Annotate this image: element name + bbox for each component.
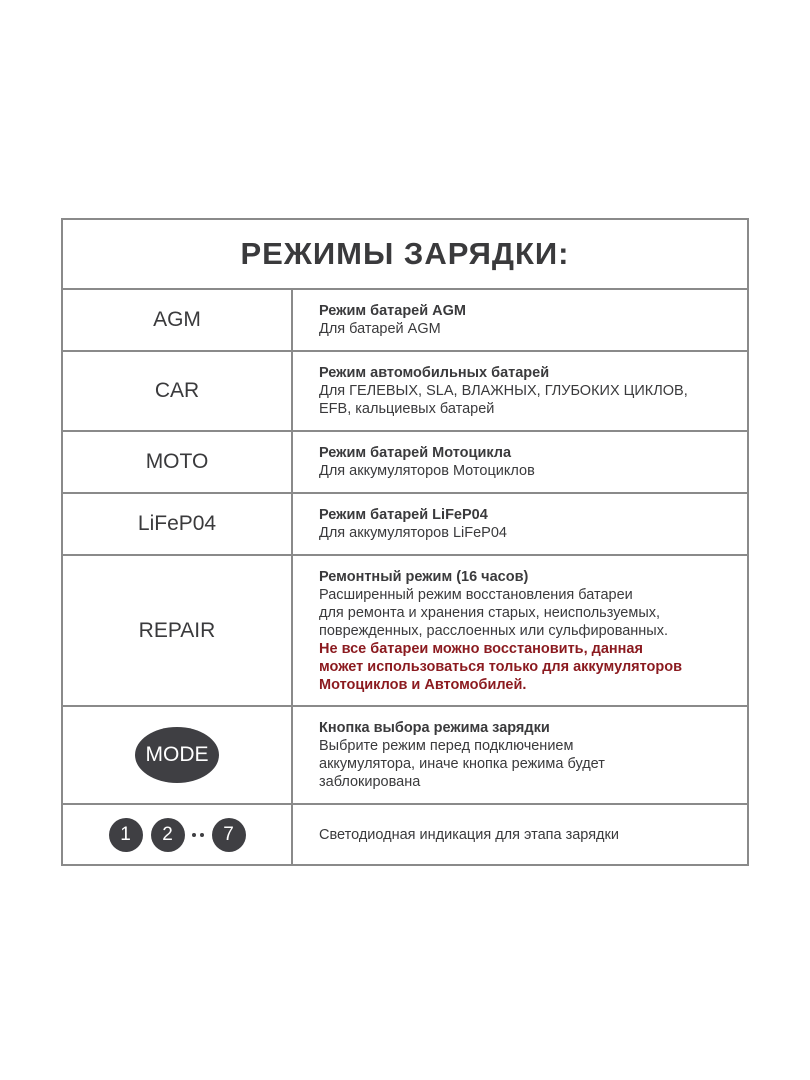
mode-description-cell (293, 494, 747, 554)
mode-name-cell (63, 494, 293, 554)
mode-description-cell (293, 556, 747, 705)
mode-description-line: Для ГЕЛЕВЫХ, SLA, ВЛАЖНЫХ, ГЛУБОКИХ ЦИКЛОВ, (319, 383, 688, 399)
mode-label: MOTO (145, 450, 209, 473)
mode-description-cell (293, 432, 747, 492)
mode-heading: Кнопка выбора режима зарядки (319, 720, 550, 736)
charging-modes-table (61, 218, 749, 866)
warning-line: Мотоциклов и Автомобилей. (319, 676, 527, 693)
mode-name-cell (63, 352, 293, 430)
mode-name-cell (63, 556, 293, 705)
mode-label: CAR (154, 379, 200, 402)
warning-line: Не все батареи можно восстановить, данная (319, 640, 643, 657)
mode-description-line: Для аккумуляторов LiFeP04 (319, 525, 507, 541)
mode-heading: Режим автомобильных батарей (319, 365, 550, 381)
mode-heading: Ремонтный режим (16 часов) (319, 568, 529, 585)
mode-description-line: EFB, кальциевых батарей (319, 401, 495, 417)
mode-description-cell (293, 290, 747, 350)
mode-label: LiFeP04 (137, 512, 217, 535)
mode-button-row (63, 707, 747, 805)
mode-description-cell (293, 352, 747, 430)
title-row (63, 220, 747, 290)
mode-description-line: аккумулятора, иначе кнопка режима будет (319, 756, 605, 772)
led-7-icon: 7 (212, 818, 246, 852)
mode-heading: Режим батарей LiFeP04 (319, 507, 488, 523)
mode-description-line: заблокирована (319, 774, 421, 790)
mode-row-repair (63, 556, 747, 707)
led-indicator-row (63, 805, 747, 864)
mode-description-cell (293, 707, 747, 803)
mode-description-line: Для аккумуляторов Мотоциклов (319, 463, 535, 479)
mode-label: AGM (153, 308, 201, 331)
led-2-icon: 2 (151, 818, 185, 852)
mode-name-cell (63, 432, 293, 492)
mode-button-cell (63, 707, 293, 803)
mode-heading: Режим батарей Мотоцикла (319, 445, 512, 461)
led-1-icon: 1 (109, 818, 143, 852)
mode-row-moto (63, 432, 747, 494)
led-indicators (109, 818, 246, 852)
mode-label: REPAIR (138, 618, 216, 642)
mode-description-line: поврежденных, расслоенных или сульфированных. (319, 622, 669, 639)
mode-description-line: Выбрите режим перед подключением (319, 738, 574, 754)
led-description-cell (293, 805, 747, 864)
mode-button-label: MODE (145, 743, 209, 766)
mode-heading: Режим батарей AGM (319, 303, 467, 319)
led-cell (63, 805, 293, 864)
mode-row-lifep04 (63, 494, 747, 556)
led-description: Светодиодная индикация для этапа зарядки (319, 826, 619, 843)
mode-button-icon (135, 727, 219, 783)
mode-row-agm (63, 290, 747, 352)
page-title: РЕЖИМЫ ЗАРЯДКИ: (240, 236, 570, 271)
mode-name-cell (63, 290, 293, 350)
mode-description-line: Расширенный режим восстановления батареи (319, 586, 633, 603)
ellipsis-icon (190, 833, 206, 837)
warning-line: может использоваться только для аккумуляторов (319, 658, 683, 675)
mode-description-line: для ремонта и хранения старых, неиспользуемых, (319, 604, 661, 621)
mode-row-car (63, 352, 747, 432)
mode-description-line: Для батарей AGM (319, 321, 441, 337)
